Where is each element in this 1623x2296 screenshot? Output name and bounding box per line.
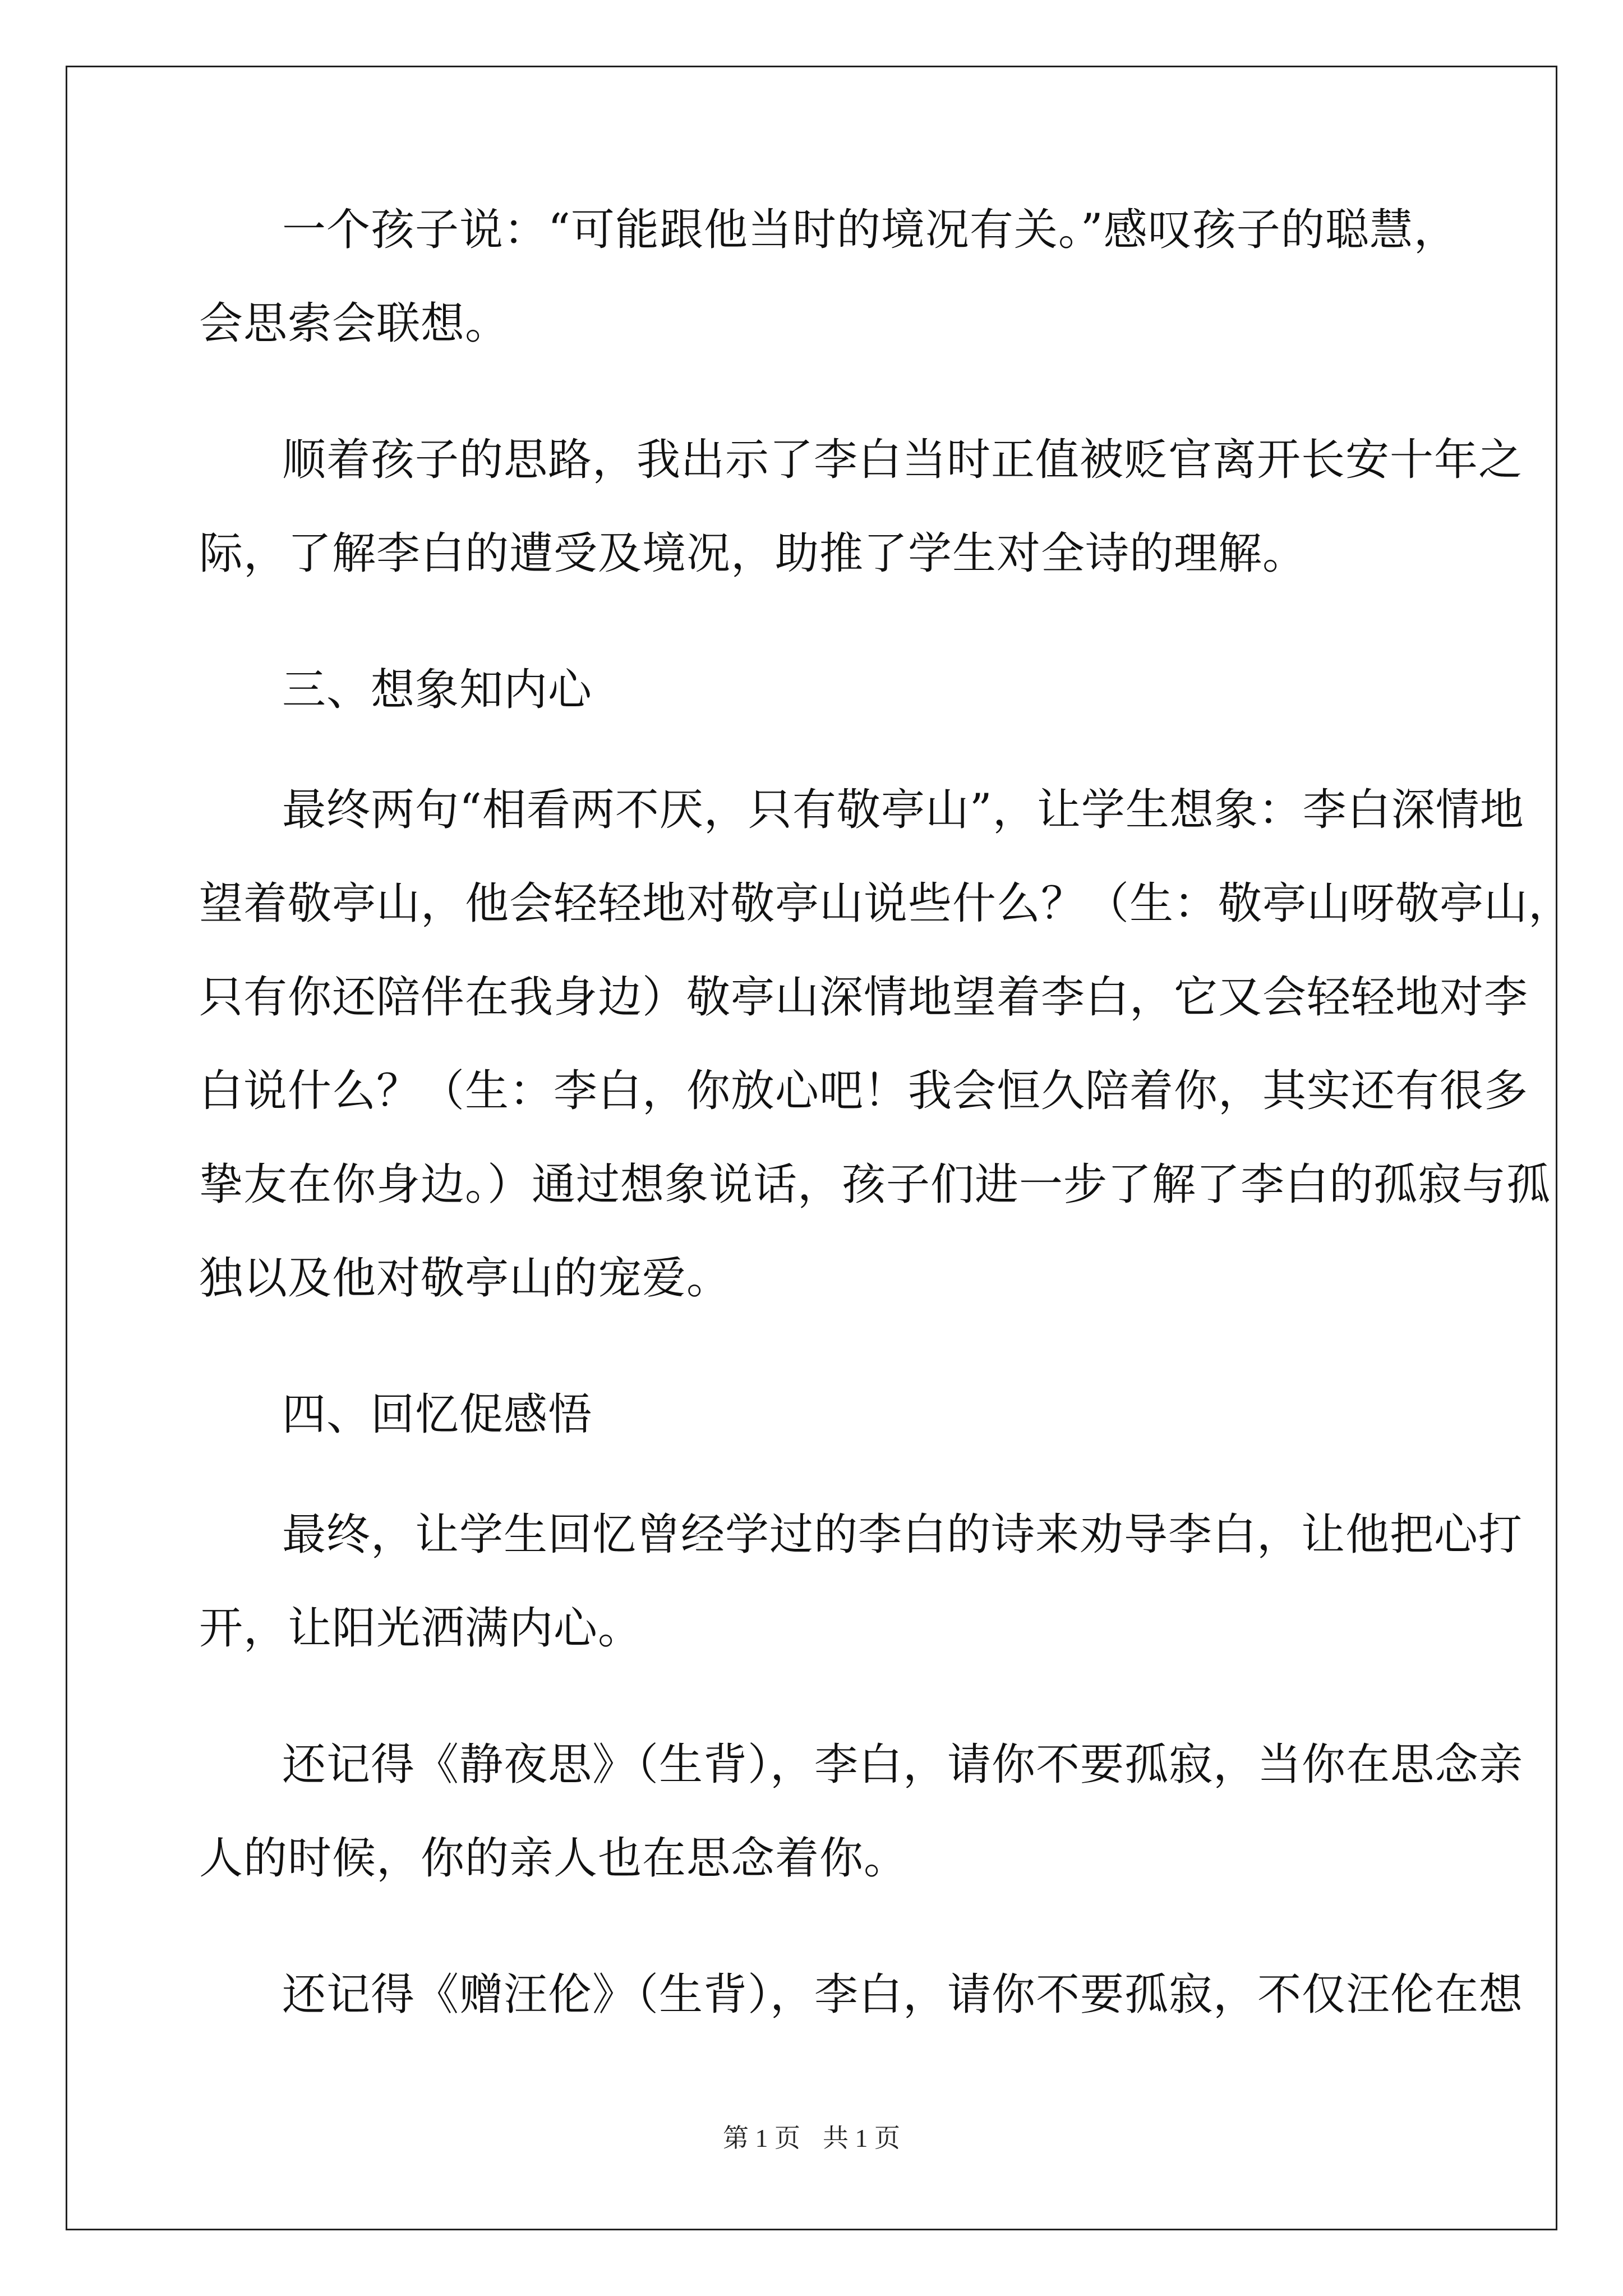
paragraph-line: 最终，让学生回忆曾经学过的李白的诗来劝导李白，让他把心打 (282, 1510, 1523, 1560)
paragraph-line: 际，了解李白的遭受及境况，助推了学生对全诗的理解。 (199, 528, 1307, 579)
paragraph-line: 还记得《静夜思》（生背），李白，请你不要孤寂，当你在思念亲 (282, 1740, 1524, 1790)
paragraph-line: 顺着孩子的思路，我出示了李白当时正值被贬官离开长安十年之 (282, 435, 1523, 485)
paragraph-line: 开，让阳光洒满内心。 (199, 1603, 643, 1654)
paragraph-line: 最终两句“相看两不厌，只有敬亭山”，让学生想象：李白深情地 (282, 785, 1524, 835)
paragraph-line: 人的时候，你的亲人也在思念着你。 (199, 1833, 909, 1884)
paragraph-line: 只有你还陪伴在我身边）敬亭山深情地望着李白，它又会轻轻地对李 (199, 972, 1529, 1023)
section-heading: 四、回忆促感悟 (282, 1389, 593, 1440)
paragraph-line: 独以及他对敬亭山的宠爱。 (199, 1253, 731, 1304)
paragraph-line: 还记得《赠汪伦》（生背），李白，请你不要孤寂，不仅汪伦在想 (282, 1970, 1524, 2020)
paragraph-line: 会思索会联想。 (199, 298, 510, 349)
page-border (66, 66, 1557, 2230)
paragraph-line: 望着敬亭山，他会轻轻地对敬亭山说些什么？（生：敬亭山呀敬亭山， (199, 878, 1573, 929)
section-heading: 三、想象知内心 (282, 665, 593, 715)
paragraph-line: 挚友在你身边。）通过想象说话，孩子们进一步了解了李白的孤寂与孤 (199, 1159, 1551, 1210)
page-footer (0, 2118, 1623, 2155)
page-total: 共 1 页 (823, 2124, 900, 2152)
paragraph-line: 一个孩子说：“可能跟他当时的境况有关。”感叹孩子的聪慧， (282, 205, 1458, 255)
paragraph-line: 白说什么？（生：李白，你放心吧！我会恒久陪着你，其实还有很多 (199, 1066, 1529, 1116)
page-number: 第 1 页 (723, 2124, 800, 2152)
